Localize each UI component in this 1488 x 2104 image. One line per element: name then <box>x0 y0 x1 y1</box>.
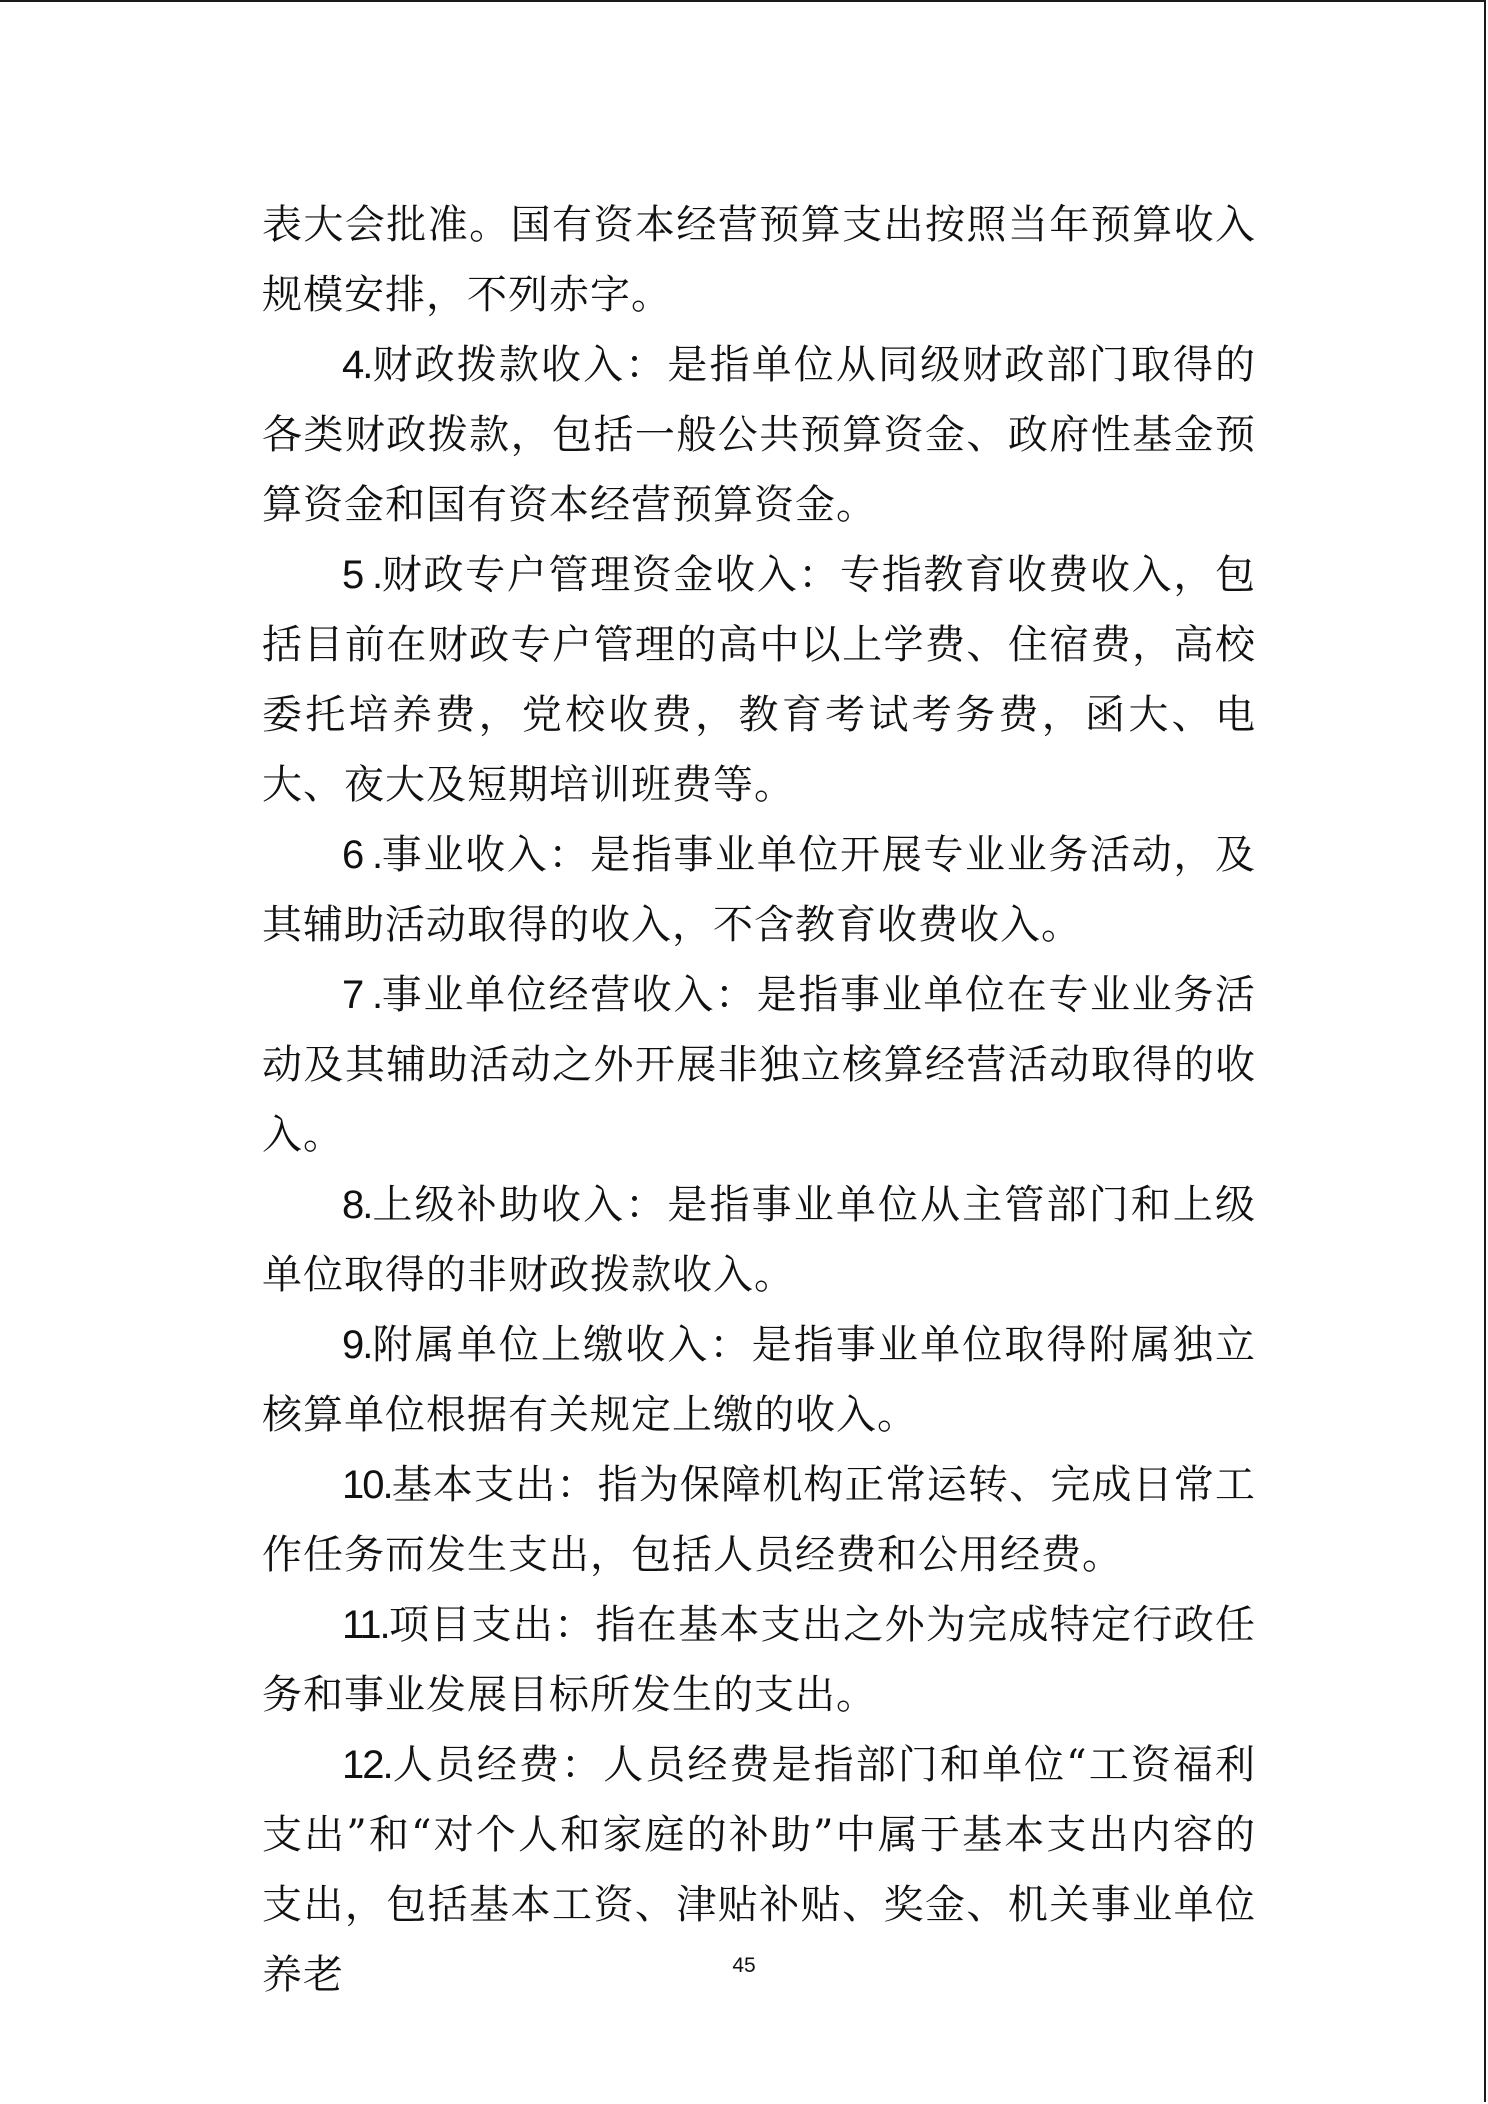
item-number: 9. <box>342 1323 372 1367</box>
item-number: 5 . <box>342 553 382 597</box>
paragraph-item-10 <box>262 1450 1256 1590</box>
paragraph-item-9 <box>262 1310 1256 1450</box>
paragraph-item-6 <box>262 820 1256 960</box>
paragraph-text: 人员经费：人员经费是指部门和单位“工资福利支出”和“对个人和家庭的补助”中属于基本支出内容的支出，包括基本工资、津贴补贴、奖金、机关事业单位养老 <box>262 1742 1256 1998</box>
paragraph-item-4 <box>262 330 1256 540</box>
paragraph-text: 项目支出：指在基本支出之外为完成特定行政任务和事业发展目标所发生的支出。 <box>262 1602 1256 1718</box>
item-number: 8. <box>342 1183 372 1227</box>
paragraph-text: 财政专户管理资金收入：专指教育收费收入，包括目前在财政专户管理的高中以上学费、住宿费，高校委托培养费，党校收费，教育考试考务费，函大、电大、夜大及短期培训班费等。 <box>262 552 1256 808</box>
item-number: 10. <box>342 1463 392 1507</box>
paragraph-continuation <box>262 190 1256 330</box>
paragraph-item-5 <box>262 540 1256 820</box>
paragraph-text: 表大会批准。国有资本经营预算支出按照当年预算收入规模安排，不列赤字。 <box>262 202 1256 318</box>
paragraph-text: 上级补助收入：是指事业单位从主管部门和上级单位取得的非财政拨款收入。 <box>262 1182 1256 1298</box>
item-number: 4. <box>342 343 372 387</box>
paragraph-text: 事业收入：是指事业单位开展专业业务活动，及其辅助活动取得的收入，不含教育收费收入。 <box>262 832 1256 948</box>
paragraph-item-11 <box>262 1590 1256 1730</box>
item-number: 11. <box>342 1603 389 1647</box>
document-body <box>262 190 1256 2010</box>
item-number: 7 . <box>342 973 382 1017</box>
paragraph-text: 财政拨款收入：是指单位从同级财政部门取得的各类财政拨款，包括一般公共预算资金、政府性基金预算资金和国有资本经营预算资金。 <box>262 342 1256 528</box>
page-number: 45 <box>732 1954 756 1977</box>
paragraph-item-8 <box>262 1170 1256 1310</box>
paragraph-text: 事业单位经营收入：是指事业单位在专业业务活动及其辅助活动之外开展非独立核算经营活动取得的收入。 <box>262 972 1256 1158</box>
paragraph-text: 基本支出：指为保障机构正常运转、完成日常工作任务而发生支出，包括人员经费和公用经费。 <box>262 1462 1256 1578</box>
paragraph-text: 附属单位上缴收入：是指事业单位取得附属独立核算单位根据有关规定上缴的收入。 <box>262 1322 1256 1438</box>
item-number: 12. <box>342 1743 392 1787</box>
item-number: 6 . <box>342 833 382 877</box>
paragraph-item-7 <box>262 960 1256 1170</box>
